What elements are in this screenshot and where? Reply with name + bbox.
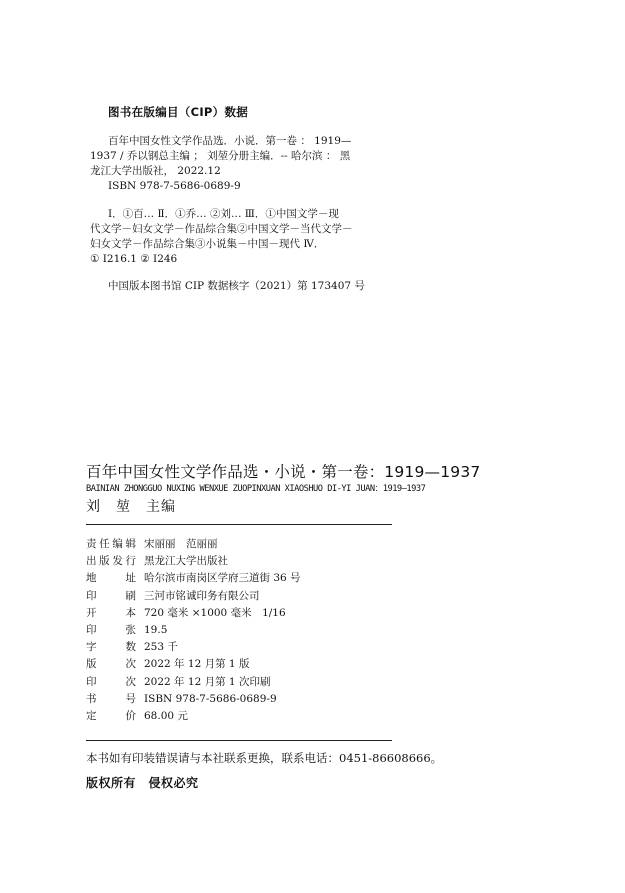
publication-info-row — [86, 656, 301, 673]
publication-info-value: 黑龙江大学出版社 — [144, 555, 228, 568]
publication-info-value: 哈尔滨市南岗区学府三道街 36 号 — [144, 572, 301, 585]
label-char: 数 — [125, 641, 136, 654]
label-char: 书 — [86, 692, 97, 705]
cip-record-number: 中国版本图书馆 CIP 数据核字（2021）第 173407 号 — [108, 280, 365, 292]
publication-info-label — [86, 639, 142, 656]
label-char: 责 — [86, 538, 97, 550]
publication-info-row — [86, 536, 301, 553]
book-title: 百年中国女性文学作品选・小说・第一卷：1919—1937 — [86, 463, 481, 481]
publication-info-label — [86, 536, 142, 553]
publication-info-label — [86, 674, 142, 691]
publication-info-row — [86, 553, 301, 570]
cip-line-3: 龙江大学出版社， 2022.12 — [90, 165, 221, 177]
label-char: 版 — [99, 555, 110, 568]
publication-info-label — [86, 553, 142, 570]
cip-heading: 图书在版编目（CIP）数据 — [108, 105, 249, 119]
label-char: 印 — [86, 589, 97, 602]
label-char: 号 — [125, 692, 136, 705]
divider-bottom — [86, 740, 392, 741]
publication-info-label — [86, 708, 142, 725]
label-char: 字 — [86, 641, 97, 654]
copyright-notice: 版权所有 侵权必究 — [86, 776, 199, 790]
publication-info-value: 2022 年 12 月第 1 次印刷 — [144, 675, 271, 688]
cip-description-block — [90, 134, 351, 194]
publication-info-value: 宋丽丽 范丽丽 — [144, 538, 218, 550]
label-char: 任 — [99, 538, 110, 550]
cip-line-2: 1937 / 乔以钢总主编 ； 刘堃分册主编．-- 哈尔滨 ： 黑 — [90, 150, 351, 162]
publication-info-row — [86, 639, 301, 656]
divider-top — [86, 524, 392, 525]
label-char: 行 — [125, 555, 136, 568]
publication-info-table — [86, 536, 301, 725]
publication-info-value: 2022 年 12 月第 1 版 — [144, 658, 250, 671]
publication-info-value: ISBN 978-7-5686-0689-9 — [144, 692, 277, 705]
classification-line-2: 代文学－妇女文学－作品综合集②中国文学－当代文学－ — [90, 223, 353, 235]
classification-line-3: 妇女文学－作品综合集③小说集－中国－现代 Ⅳ． — [90, 238, 325, 250]
cip-line-1: 百年中国女性文学作品选．小说．第一卷 ： 1919— — [108, 135, 352, 147]
publication-info-label — [86, 691, 142, 708]
publication-info-label — [86, 622, 142, 639]
label-char: 出 — [86, 555, 97, 568]
publication-info-value: 19.5 — [144, 623, 168, 636]
cip-line-4: ISBN 978-7-5686-0689-9 — [108, 180, 241, 192]
label-char: 编 — [112, 538, 123, 550]
label-char: 次 — [125, 675, 136, 688]
publication-info-label — [86, 588, 142, 605]
publication-info-label — [86, 656, 142, 673]
classification-line-1: Ⅰ．①百… Ⅱ．①乔… ②刘… Ⅲ．①中国文学－现 — [108, 208, 339, 220]
publication-info-value: 720 毫米 ×1000 毫米 1/16 — [144, 606, 286, 619]
classification-block — [90, 207, 353, 267]
label-char: 刷 — [125, 589, 136, 602]
publication-info-row — [86, 691, 301, 708]
publication-info-value: 三河市铭诚印务有限公司 — [144, 589, 260, 602]
label-char: 价 — [125, 709, 136, 722]
label-char: 版 — [86, 658, 97, 671]
label-char: 定 — [86, 709, 97, 722]
classification-line-4: ① I216.1 ② I246 — [90, 253, 178, 265]
book-title-pinyin: BAINIAN ZHONGGUO NUXING WENXUE ZUOPINXUAN XIAOSHUO DI-YI JUAN：1919—1937 — [86, 484, 426, 494]
printing-error-notice: 本书如有印装错误请与本社联系更换，联系电话：0451-86608666。 — [86, 751, 443, 765]
publication-info-value: 253 千 — [144, 641, 178, 654]
label-char: 地 — [86, 572, 97, 585]
label-char: 本 — [125, 606, 136, 619]
label-char: 辑 — [125, 538, 136, 550]
publication-info-row — [86, 674, 301, 691]
label-char: 次 — [125, 658, 136, 671]
publication-info-row — [86, 708, 301, 725]
publication-info-label — [86, 605, 142, 622]
editor-line: 刘 堃 主编 — [86, 499, 176, 515]
publication-info-row — [86, 605, 301, 622]
publication-info-label — [86, 570, 142, 587]
publication-info-value: 68.00 元 — [144, 709, 188, 722]
publication-info-row — [86, 588, 301, 605]
publication-info-row — [86, 570, 301, 587]
label-char: 发 — [112, 555, 123, 568]
publication-info-row — [86, 622, 301, 639]
label-char: 印 — [86, 675, 97, 688]
label-char: 张 — [125, 623, 136, 636]
label-char: 印 — [86, 623, 97, 636]
label-char: 址 — [125, 572, 136, 585]
label-char: 开 — [86, 606, 97, 619]
